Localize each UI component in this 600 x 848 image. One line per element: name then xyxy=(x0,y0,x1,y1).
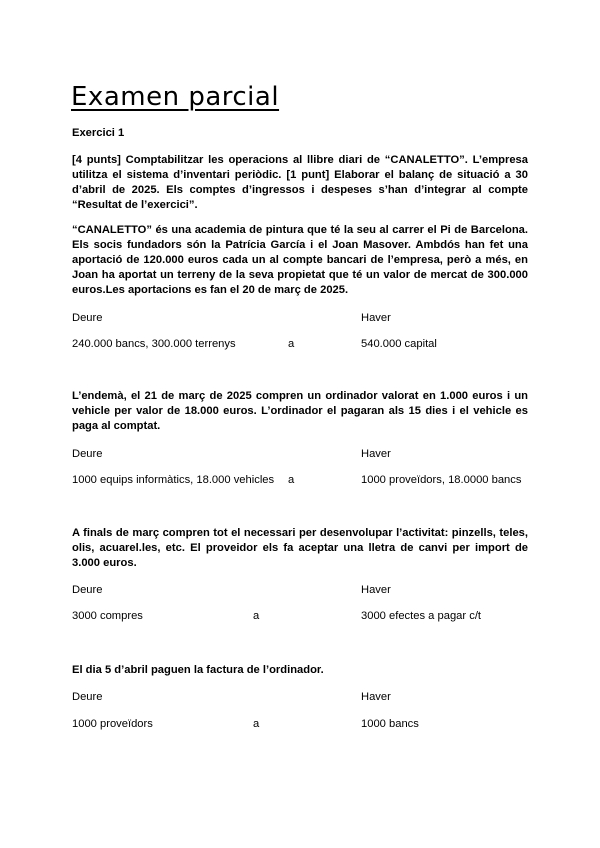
entry-2-haver-label: Haver xyxy=(361,448,391,460)
entry-4-deure-label: Deure xyxy=(72,691,103,703)
entry-1-deure-label: Deure xyxy=(72,312,103,324)
entry-4-haver-label: Haver xyxy=(361,691,391,703)
entry-1-haver: 540.000 capital xyxy=(361,338,437,350)
statement-4: El dia 5 d’abril paguen la factura de l’ordinador. xyxy=(72,664,324,676)
exercise-label: Exercici 1 xyxy=(72,127,125,139)
entry-3-a: a xyxy=(253,610,260,622)
entry-4-haver: 1000 bancs xyxy=(361,718,419,730)
entry-4-a: a xyxy=(253,718,260,730)
entry-1-deure: 240.000 bancs, 300.000 terrenys xyxy=(72,338,236,350)
entry-2-a: a xyxy=(288,474,295,486)
entry-4-deure: 1000 proveïdors xyxy=(72,718,153,730)
entry-1-a: a xyxy=(288,338,295,350)
entry-2-deure-label: Deure xyxy=(72,448,103,460)
entry-2-haver: 1000 proveïdors, 18.0000 bancs xyxy=(361,474,522,486)
statement-3: A finals de març compren tot el necessari per desenvolupar l’activitat: pinzells, teles, olis, acuarel.les, etc. El proveidor els fa aceptar una lletra de canvi per import de 3.000 euros. xyxy=(72,527,528,569)
entry-3-deure-label: Deure xyxy=(72,584,103,596)
exercise-intro: [4 punts] Comptabilitzar les operacions al llibre diari de “CANALETTO”. L’empresa utilitza el sistema d’inventari periòdic. [1 punt] Elaborar el balanç de situació a 30 d’abril de 2025. Els comptes d’ingressos i despeses s’han d’integrar al compte “Resultat de l’exercici”. xyxy=(72,154,528,211)
entry-2-deure: 1000 equips informàtics, 18.000 vehicles xyxy=(72,474,275,486)
statement-1: “CANALETTO” és una academia de pintura que té la seu al carrer el Pi de Barcelona. Els socis fundadors són la Patrícia García i el Joan Masover. Ambdós han fet una aportació de 120.000 euros cada un al compte bancari de l’empresa, però a més, en Joan ha aportat un terreny de la seva propietat que té un valor de mercat de 300.000 euros.Les aportacions es fan el 20 de març de 2025. xyxy=(72,224,528,296)
entry-3-deure: 3000 compres xyxy=(72,610,143,622)
entry-3-haver-label: Haver xyxy=(361,584,391,596)
statement-2: L’endemà, el 21 de març de 2025 compren un ordinador valorat en 1.000 euros i un vehicle per valor de 18.000 euros. L’ordinador el pagaran als 15 dies i el vehicle es paga al comptat. xyxy=(72,390,528,432)
entry-1-haver-label: Haver xyxy=(361,312,391,324)
page-title: Examen parcial xyxy=(71,82,280,112)
entry-3-haver: 3000 efectes a pagar c/t xyxy=(361,610,482,622)
